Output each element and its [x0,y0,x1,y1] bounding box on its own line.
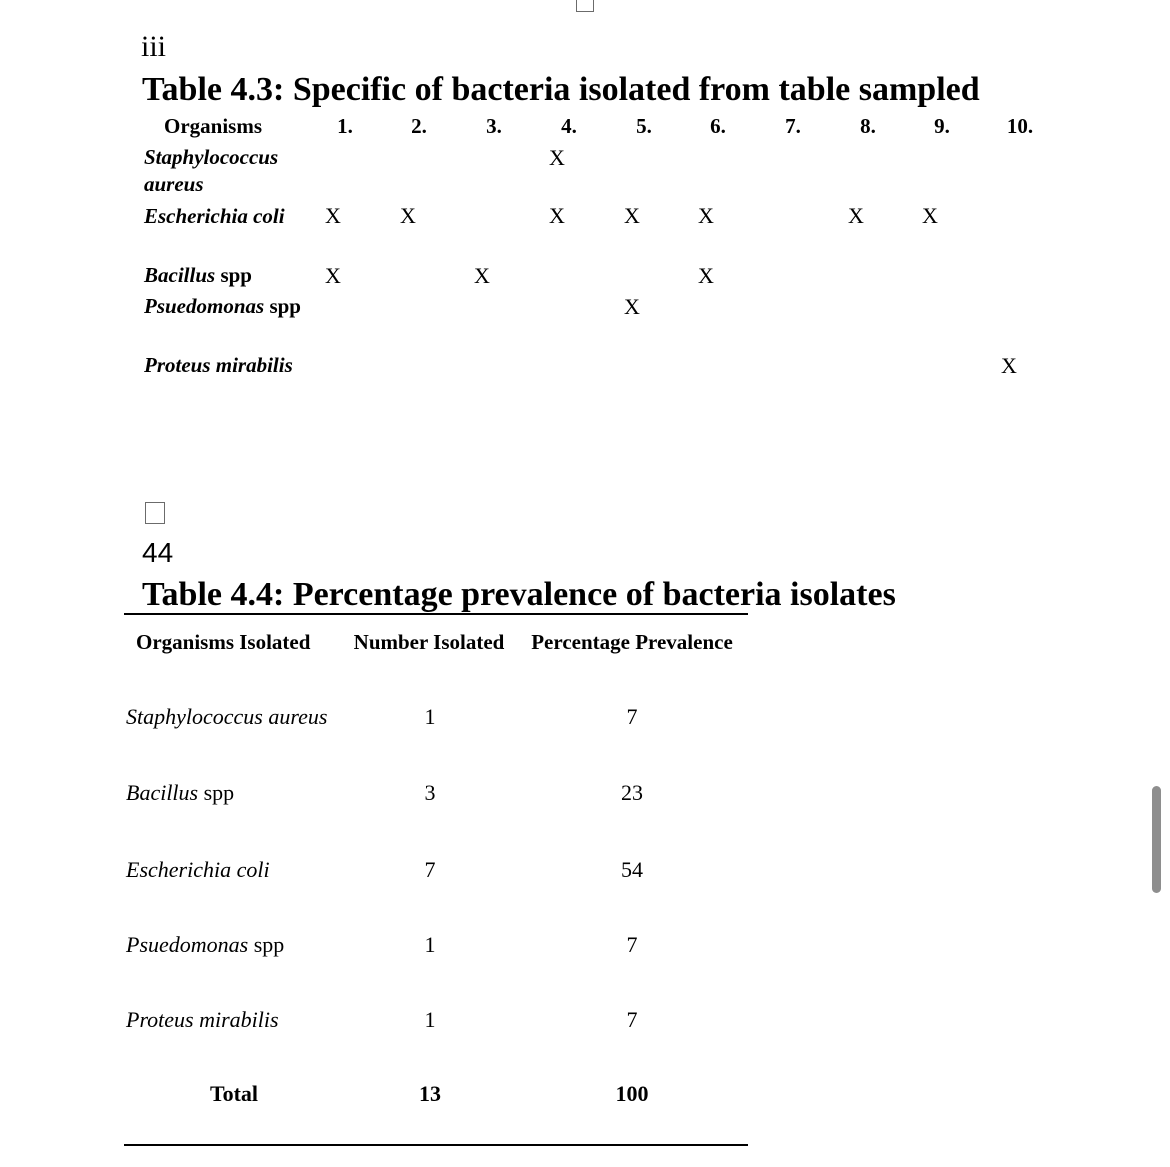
table-4-4-total-number: 13 [419,1081,441,1106]
table-4-4-organism [126,780,234,806]
table-4-4-organism-italic: Escherichia coli [126,857,270,882]
table-4-4-percentage: 7 [626,932,638,957]
table-4-3-organism [144,352,309,379]
table-4-3-organism-italic: Bacillus [144,263,216,287]
table-4-3-column-header: 8. [860,114,876,138]
table-4-4-number: 1 [424,932,436,957]
table-4-3-organism [144,203,309,230]
table-4-4-total-percentage: 100 [615,1081,649,1106]
placeholder-box-top [576,0,594,12]
table-4-3-column-header: 3. [486,114,502,138]
table-4-3-mark: X [922,203,938,228]
table-4-3-organism-italic: Escherichia coli [144,204,285,228]
table-4-3-mark: X [549,145,565,170]
table-4-3-mark: X [400,203,416,228]
table-4-4-organism-italic: Proteus mirabilis [126,1007,279,1032]
table-4-3-mark: X [624,203,640,228]
table-4-4-organism-plain: spp [198,780,235,805]
table-4-4-number: 1 [424,1007,436,1032]
table-4-4-header-percentage: Percentage Prevalence [531,630,733,654]
table-4-3-mark: X [698,263,714,288]
table-4-4-number: 1 [424,704,436,729]
table-4-3-mark: X [698,203,714,228]
table-4-3-organism-italic: Proteus mirabilis [144,353,293,377]
table-4-4-organism [126,1007,279,1033]
table-4-3-mark: X [848,203,864,228]
table-4-4-organism [126,704,327,730]
table-4-3-organisms-header: Organisms [164,114,263,138]
table-4-4-organism-italic: Staphylococcus aureus [126,704,328,729]
table-4-4-organism-italic: Psuedomonas [126,932,249,957]
page-roman-numeral: iii [141,30,167,63]
table-4-3-column-header: 4. [561,114,577,138]
table-4-3-column-header: 6. [710,114,726,138]
table-4-3-mark: X [474,263,490,288]
table-4-4-bottom-rule [124,1144,748,1146]
table-4-3-organism-plain: spp [215,263,252,287]
table-4-4-organism-italic: Bacillus [126,780,199,805]
table-4-3-column-header: 1. [337,114,353,138]
table-4-3-organism [144,293,309,320]
table-4-4-title: Table 4.4: Percentage prevalence of bacteria isolates [142,576,896,613]
table-4-4-header-organisms: Organisms Isolated [136,630,311,654]
table-4-3-column-header: 7. [785,114,801,138]
table-4-4-organism-plain: spp [248,932,285,957]
table-4-3-column-header: 9. [934,114,950,138]
table-4-4-percentage: 7 [626,704,638,729]
table-4-4-organism [126,857,270,883]
table-4-3-organism [144,144,309,198]
table-4-4-top-rule [124,613,748,615]
table-4-3-organism [144,262,309,289]
table-4-3-organism-plain: spp [264,294,301,318]
table-4-3-title: Table 4.3: Specific of bacteria isolated from table sampled [142,71,980,108]
page-number: 44 [142,537,174,568]
placeholder-box [145,502,165,524]
table-4-3-column-header: 2. [411,114,427,138]
table-4-3-organism-italic: Staphylococcus aureus [144,145,279,196]
table-4-3-mark: X [624,294,640,319]
table-4-3-organism-italic: Psuedomonas [144,294,265,318]
table-4-3-column-header: 10. [1006,114,1034,138]
table-4-4-number: 3 [424,780,436,805]
table-4-4-percentage: 54 [621,857,643,882]
table-4-4-total-label: Total [209,1081,259,1106]
table-4-3-mark: X [549,203,565,228]
table-4-3-mark: X [325,203,341,228]
table-4-3-mark: X [325,263,341,288]
table-4-4-header-number: Number Isolated [353,630,505,654]
table-4-3-mark: X [1001,353,1017,378]
table-4-4-percentage: 7 [626,1007,638,1032]
table-4-4-percentage: 23 [621,780,643,805]
table-4-3-column-header: 5. [636,114,652,138]
vertical-scrollbar-thumb[interactable] [1152,786,1161,893]
table-4-4-organism [126,932,284,958]
table-4-4-number: 7 [424,857,436,882]
